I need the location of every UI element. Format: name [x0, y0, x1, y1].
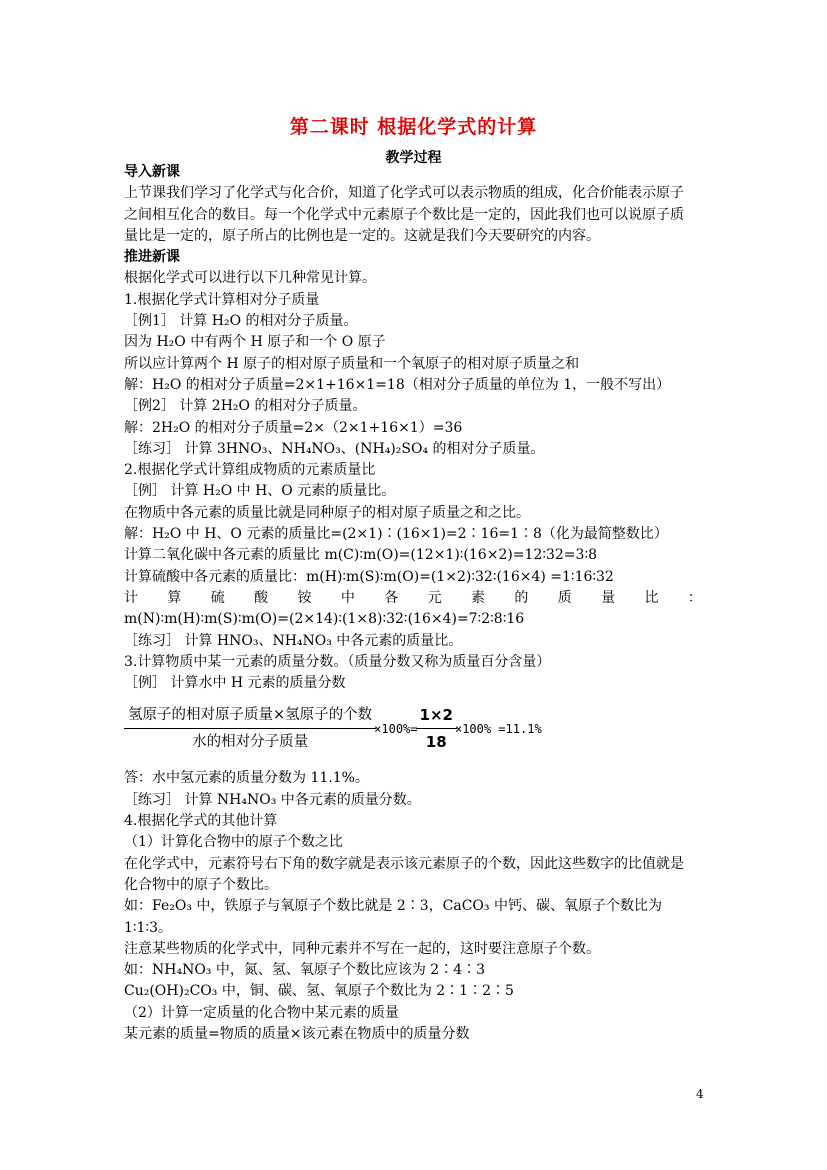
justified-line [124, 588, 702, 609]
text-line: 某元素的质量=物质的质量×该元素在物质中的质量分数 [124, 1025, 470, 1042]
page-subtitle: 教学过程 [385, 150, 442, 166]
justified-char: 元 [427, 589, 442, 606]
text-line: ［例1］ 计算 H₂O 的相对分子质量。 [124, 313, 358, 330]
page-title: 第二课时 根据化学式的计算 [289, 116, 538, 138]
formula-denominator: 水的相对分子质量 [124, 728, 376, 753]
text-line: ［例］ 计算 H₂O 中 H、O 元素的质量比。 [124, 483, 396, 500]
justified-char: 质 [557, 589, 572, 606]
text-line: 2.根据化学式计算组成物质的元素质量比 [124, 462, 376, 479]
text-line: 所以应计算两个 H 原子的相对原子质量和一个氧原子的相对原子质量之和 [124, 355, 580, 372]
text-line: 在物质中各元素的质量比就是同种原子的相对原子质量之和之比。 [124, 504, 530, 521]
text-line: 因为 H₂O 中有两个 H 原子和一个 O 原子 [124, 334, 386, 351]
text-line: 解：2H₂O 的相对分子质量=2×（2×1+16×1）=36 [124, 419, 463, 436]
text-line: ［例］ 计算水中 H 元素的质量分数 [124, 675, 346, 692]
text-line: 注意某些物质的化学式中，同种元素并不写在一起的，这时要注意原子个数。 [124, 940, 600, 957]
justified-char: 中 [340, 589, 355, 606]
justified-char: 计 [124, 589, 138, 606]
formula-times-2: ×100% =11.1% [454, 721, 542, 736]
text-line: （1）计算化合物中的原子个数之比 [124, 834, 343, 851]
justified-char: 算 [167, 589, 182, 606]
text-line: 计算硫酸中各元素的质量比：m(H)∶m(S)∶m(O)=(1×2)∶32∶(16×4) =1∶16∶32 [124, 568, 614, 585]
formula-numerator: 氢原子的相对原子质量×氢原子的个数 [128, 707, 373, 724]
text-line: 计算二氧化碳中各元素的质量比 m(C)∶m(O)=(12×1)∶(16×2)=12∶32=3∶8 [124, 547, 597, 564]
justified-char: 各 [384, 589, 399, 606]
justified-char: 量 [601, 589, 616, 606]
text-line: 量比是一定的，原子所占的比例也是一定的。这就是我们今天要研究的内容。 [124, 227, 600, 244]
text-line: 如：Fe₂O₃ 中，铁原子与氧原子个数比就是 2∶3，CaCO₃ 中钙、碳、氧原子个数比为 [124, 898, 662, 915]
text-line: Cu₂(OH)₂CO₃ 中，铜、碳、氢、氧原子个数比为 2∶1∶2∶5 [124, 983, 514, 1000]
text-line: m(N)∶m(H)∶m(S)∶m(O)=(2×14)∶(1×8)∶32∶(16×4)=7∶2∶8∶16 [124, 611, 525, 628]
justified-char: 酸 [254, 589, 269, 606]
formula-denominator-2: 18 [416, 728, 457, 753]
text-line: 化合物中的原子个数比。 [124, 876, 278, 893]
text-line: 上节课我们学习了化学式与化合价，知道了化学式可以表示物质的组成，化合价能表示原子 [124, 185, 684, 202]
formula-fraction-numeric [418, 705, 455, 754]
text-line: 4.根据化学式的其他计算 [124, 813, 278, 830]
text-line: （2）计算一定质量的化合物中某元素的质量 [124, 1004, 399, 1021]
formula-numerator-2: 1×2 [419, 706, 453, 725]
justified-char: 素 [471, 589, 485, 606]
section-heading-new: 推进新课 [124, 249, 180, 266]
page-number: 4 [696, 1087, 704, 1101]
text-line: ［练习］ 计算 HNO₃、NH₄NO₃ 中各元素的质量比。 [124, 632, 463, 649]
body-block-a [124, 268, 702, 587]
text-line: 3.计算物质中某一元素的质量分数。（质量分数又称为质量百分含量） [124, 653, 551, 670]
text-line: 1∶1∶3。 [124, 919, 173, 936]
text-line: 答：水中氢元素的质量分数为 11.1%。 [124, 770, 369, 787]
justified-char: 硫 [210, 589, 225, 606]
text-line: 解：H₂O 的相对分子质量=2×1+16×1=18（相对分子质量的单位为 1，一般不写出） [124, 376, 671, 393]
justified-char: 的 [514, 589, 529, 606]
text-line: 解：H₂O 中 H、O 元素的质量比=(2×1)∶(16×1)=2∶16=1∶8（化为最简整数比） [124, 526, 668, 543]
mass-fraction-formula [126, 700, 702, 758]
formula-fraction-main [126, 705, 374, 754]
justified-char: 比 [644, 589, 659, 606]
justified-char: ： [687, 589, 702, 606]
text-line: 1.根据化学式计算相对分子质量 [124, 291, 320, 308]
text-line: ［练习］ 计算 3HNO₃、NH₄NO₃、(NH₄)₂SO₄ 的相对分子质量。 [124, 440, 545, 457]
text-line: 在化学式中，元素符号右下角的数字就是表示该元素原子的个数，因此这些数字的比值就是 [124, 855, 684, 872]
justified-char: 铵 [297, 589, 312, 606]
text-line: 如：NH₄NO₃ 中，氮、氢、氧原子个数比应该为 2∶4∶3 [124, 962, 486, 979]
body-block-b [124, 609, 702, 694]
section-heading-intro: 导入新课 [124, 164, 180, 180]
body-block-c [124, 768, 702, 1045]
formula-times-1: ×100%= [374, 721, 418, 736]
text-line: 根据化学式可以进行以下几种常见计算。 [124, 270, 376, 287]
text-line: 之间相互化合的数目。每一个化学式中元素原子个数比是一定的，因此我们也可以说原子质 [124, 206, 684, 223]
text-line: ［练习］ 计算 NH₄NO₃ 中各元素的质量分数。 [124, 791, 421, 808]
text-line: ［例2］ 计算 2H₂O 的相对分子质量。 [124, 398, 367, 415]
intro-paragraph [124, 183, 702, 247]
document-body [124, 162, 702, 1045]
